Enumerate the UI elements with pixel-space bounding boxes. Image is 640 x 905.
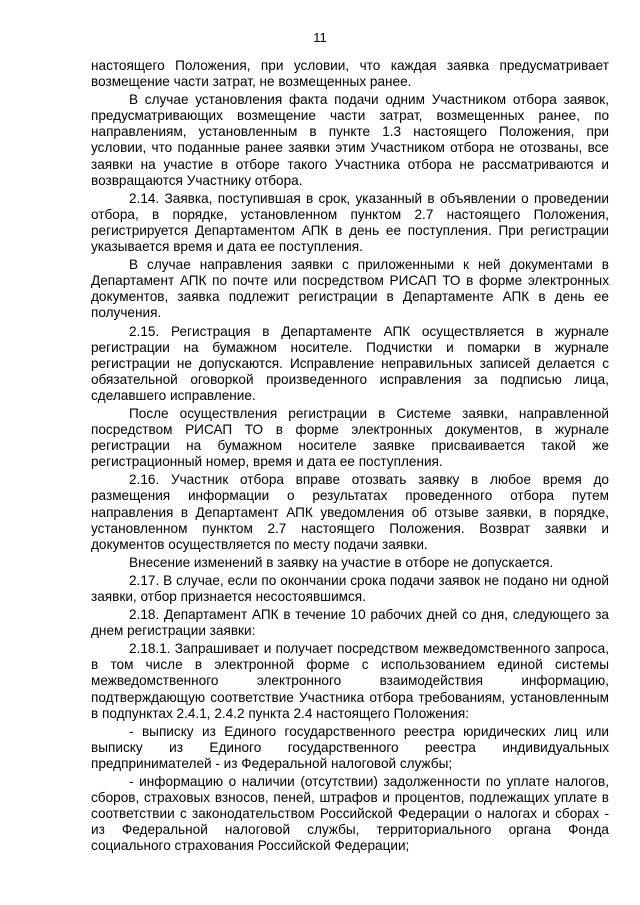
paragraph-continuation: настоящего Положения, при условии, что каждая заявка предусматривает возмещение части затрат, не возмещенных ранее. xyxy=(91,58,609,90)
paragraph-2-14: 2.14. Заявка, поступившая в срок, указанный в объявлении о проведении отбора, в порядке, установленном пунктом 2.7 настоящего Положения, регистрируется Департаментом АПК в день ее поступления. При регистрации указывается время и дата ее поступления. xyxy=(91,190,609,255)
paragraph-2-17: 2.17. В случае, если по окончании срока подачи заявок не подано ни одной заявки, отбор признается несостоявшимся. xyxy=(91,572,609,604)
document-body xyxy=(91,58,609,857)
paragraph-2-16: 2.16. Участник отбора вправе отозвать заявку в любое время до размещения информации о результатах проведенного отбора путем направления в Департамент АПК уведомления об отзыве заявки, в порядке, установленном пунктом 2.7 настоящего Положения. Возврат заявки и документов осуществляется по месту подачи заявки. xyxy=(91,472,609,552)
list-item-registry-extract: - выписку из Единого государственного реестра юридических лиц или выписку из Единого государственного реестра индивидуальных предпринимателей - из Федеральной налоговой службы; xyxy=(91,723,609,771)
paragraph-mail-registration: В случае направления заявки с приложенными к ней документами в Департамент АПК по почте или посредством РИСАП ТО в форме электронных документов, заявка подлежит регистрации в Департаменте АПК в день ее получения. xyxy=(91,257,609,321)
paragraph-no-changes: Внесение изменений в заявку на участие в отборе не допускается. xyxy=(129,554,554,570)
paragraph-2-15: 2.15. Регистрация в Департаменте АПК осуществляется в журнале регистрации на бумажном носителе. Подчистки и помарки в журнале регистрации не допускаются. Исправление неправильных записей делается с обязательной оговоркой произведенного исправления за подписью лица, сделавшего исправление. xyxy=(91,323,609,403)
page-number: 11 xyxy=(313,30,327,45)
paragraph-2-18: 2.18. Департамент АПК в течение 10 рабочих дней со дня, следующего за днем регистрации заявки: xyxy=(91,607,609,639)
paragraph-system-registration: После осуществления регистрации в Системе заявки, направленной посредством РИСАП ТО в форме электронных документов, в журнале регистрации на бумажном носителе заявке присваивается такой же регистрационный номер, время и дата ее поступления. xyxy=(91,405,609,470)
list-item-tax-debt-info: - информацию о наличии (отсутствии) задолженности по уплате налогов, сборов, страховых взносов, пеней, штрафов и процентов, подлежащих уплате в соответствии с законодательством Российской Федерации о налогах и сборах - из Федеральной налоговой службы, территориального органа Фонда социального страхования Российской Федерации; xyxy=(91,774,609,854)
paragraph-duplicate-applications: В случае установления факта подачи одним Участником отбора заявок, предусматривающих возмещение части затрат, возмещенных ранее, по направлениям, установленным в пункте 1.3 настоящего Положения, при условии, что поданные ранее заявки этим Участником отбора не отозваны, все заявки на участие в отборе такого Участника отбора не рассматриваются и возвращаются Участнику отбора. xyxy=(91,92,609,188)
paragraph-2-18-1: 2.18.1. Запрашивает и получает посредством межведомственного запроса, в том числе в электронной форме с использованием единой системы межведомственного электронного взаимодействия информацию, подтверждающую соответствие Участника отбора требованиям, установленным в подпунктах 2.4.1, 2.4.2 пункта 2.4 настоящего Положения: xyxy=(91,641,609,721)
